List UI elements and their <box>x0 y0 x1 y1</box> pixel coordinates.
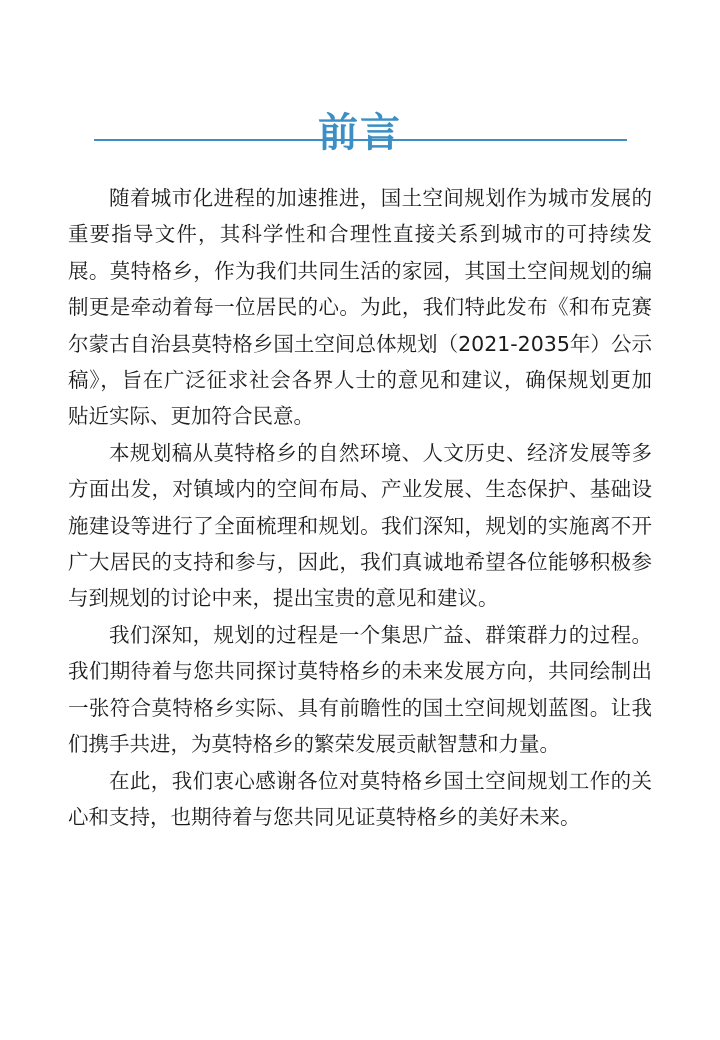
paragraph-3: 我们深知，规划的过程是一个集思广益、群策群力的过程。我们期待着与您共同探讨莫特格乡的未来发展方向，共同绘制出一张符合莫特格乡实际、具有前瞻性的国土空间规划蓝图。让我们携手共进，为莫特格乡的繁荣发展贡献智慧和力量。 <box>68 622 652 757</box>
paragraph-4: 在此，我们衷心感谢各位对莫特格乡国土空间规划工作的关心和支持，也期待着与您共同见证莫特格乡的美好未来。 <box>68 768 652 829</box>
paragraph-1: 随着城市化进程的加速推进，国土空间规划作为城市发展的重要指导文件，其科学性和合理性直接关系到城市的可持续发展。莫特格乡，作为我们共同生活的家园，其国土空间规划的编制更是牵动着每一位居民的心。为此，我们特此发布《和布克赛尔蒙古自治县莫特格乡国土空间总体规划（2021-2035年）公示稿》，旨在广泛征求社会各界人士的意见和建议，确保规划更加贴近实际、更加符合民意。 <box>68 186 652 429</box>
title-divider <box>94 139 627 141</box>
paragraph-2: 本规划稿从莫特格乡的自然环境、人文历史、经济发展等多方面出发，对镇域内的空间布局、产业发展、生态保护、基础设施建设等进行了全面梳理和规划。我们深知，规划的实施离不开广大居民的支持和参与，因此，我们真诚地希望各位能够积极参与到规划的讨论中来，提出宝贵的意见和建议。 <box>68 440 652 611</box>
page-title: 前言 <box>318 109 402 156</box>
document-body <box>68 180 652 835</box>
